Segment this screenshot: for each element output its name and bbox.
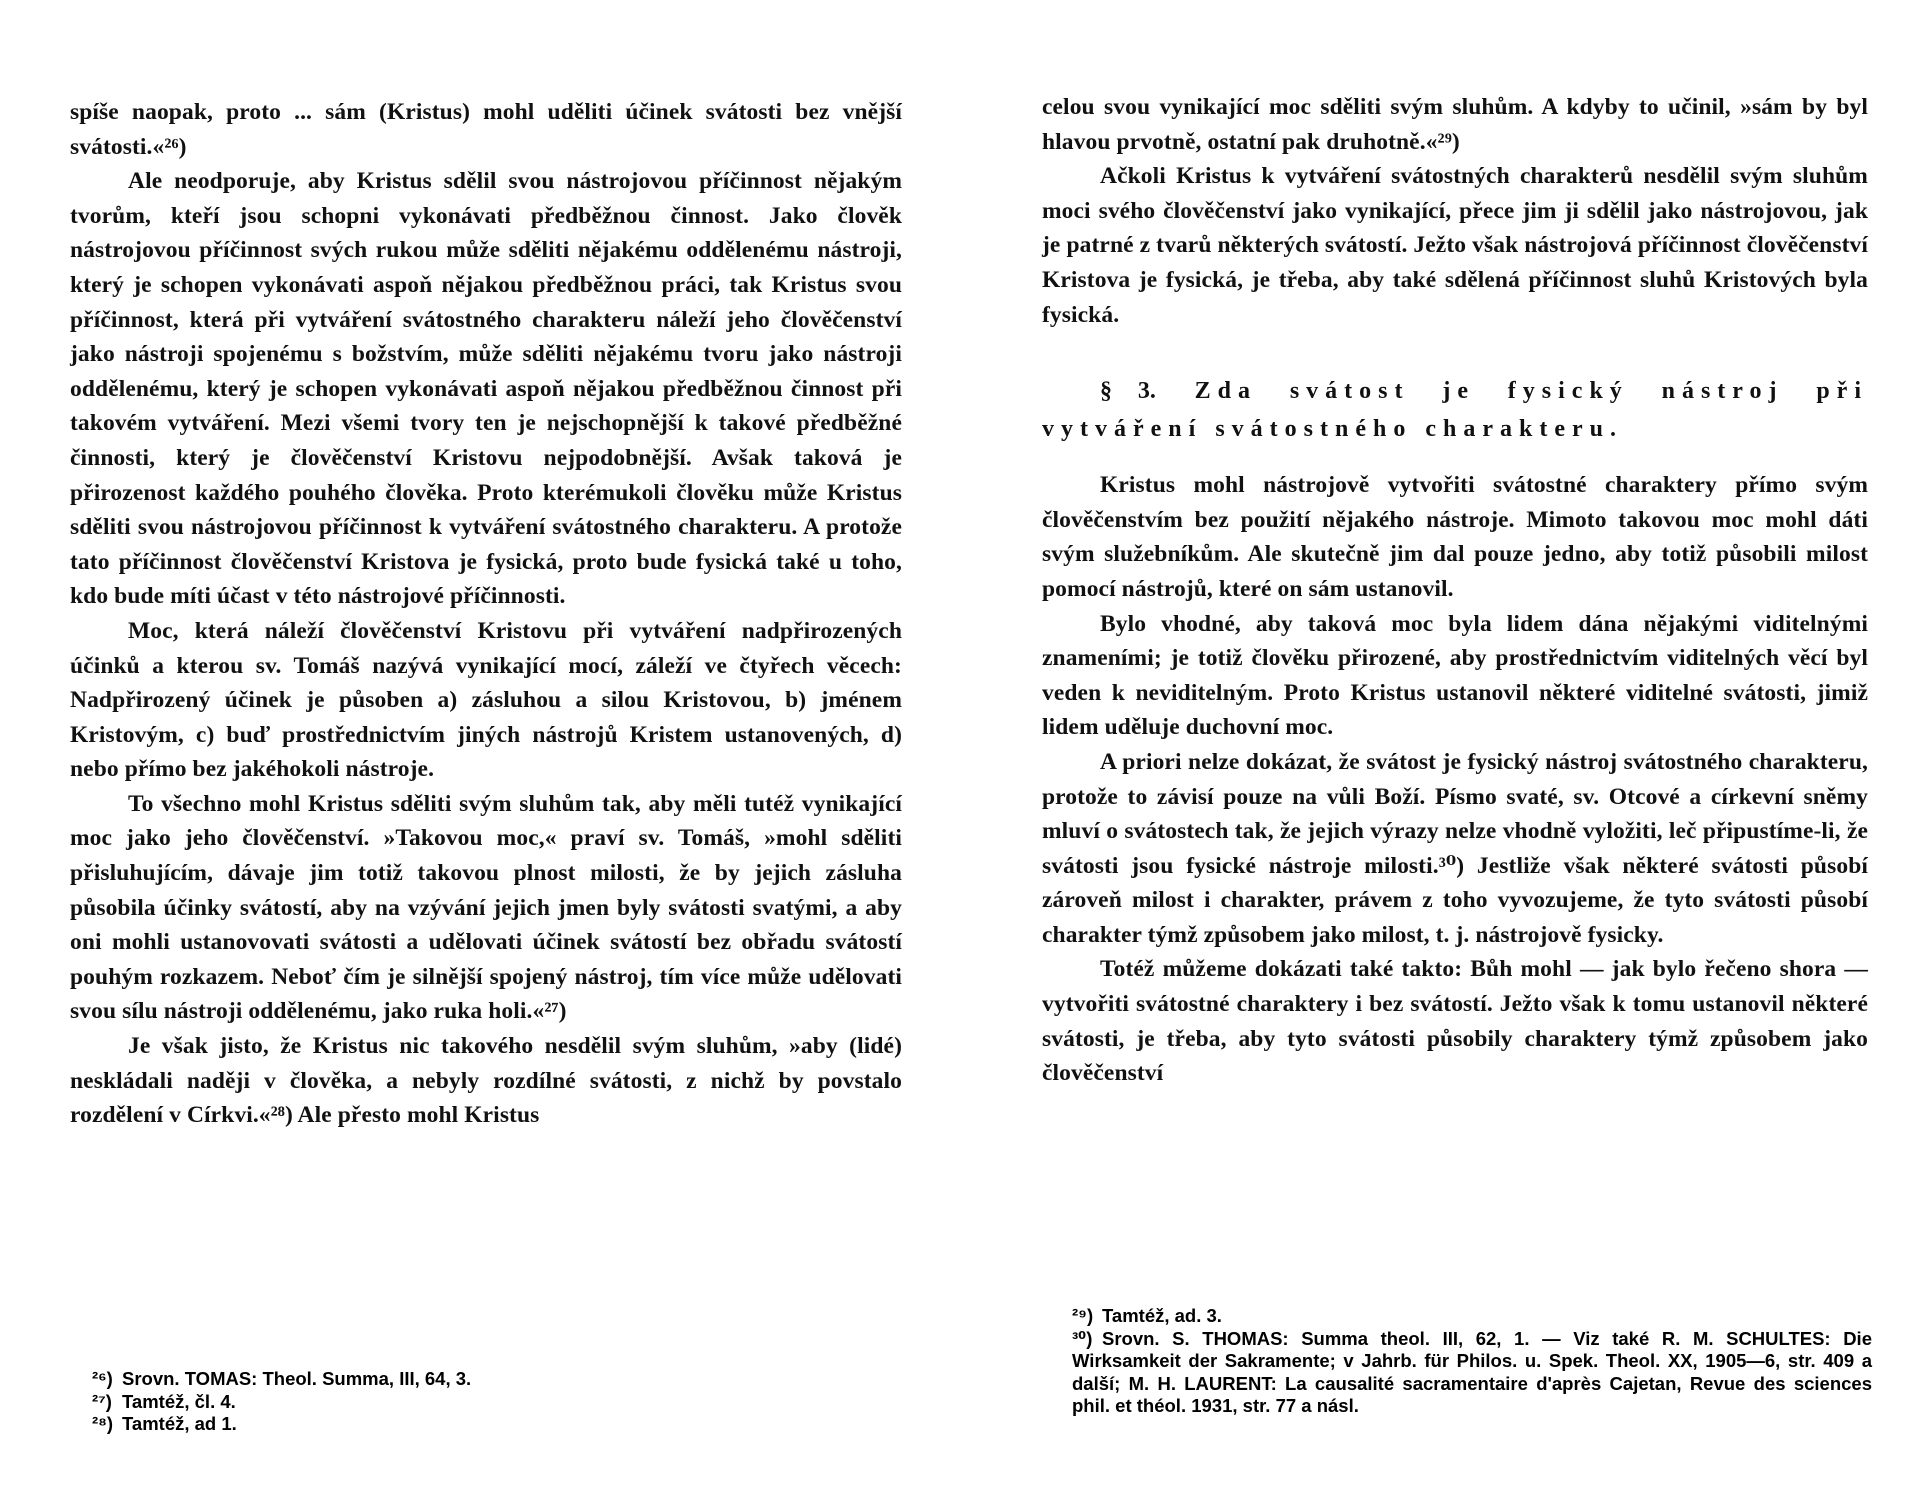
paragraph: A priori nelze dokázat, že svátost je fysický nástroj svátostného charakteru, protože to závisí pouze na vůli Boží. Písmo svaté, sv. Otcové a církevní sněmy mluví o svátostech tak, že jejich výrazy nelze vhodně vyložiti, leč připustíme-li, že svátosti jsou fysické nástroje milosti.³⁰) Jestliže však některé svátosti působí zároveň milost i charakter, právem z toho vyvozujeme, že tyto svátosti působí charakter týmž způsobem jako milost, t. j. nástrojově fysicky. [1042,748,1868,948]
section-number: § 3. [1100,378,1156,405]
footnote-mark: ²⁶) [92,1368,113,1389]
paragraph: To všechno mohl Kristus sděliti svým sluhům tak, aby měli tutéž vynikající moc jako jeho člověčenství. »Takovou moc,« praví sv. Tomáš, »mohl sděliti přisluhujícím, dávaje jim totiž takovou plnost milosti, že by jejich zásluha působila účinky svátostí, aby na vzývání jejich jmen byly svátosti svatými, a aby oni mohli ustanovovati svátosti a udělovati účinek svátostí bez obřadu svátostí pouhým rozkazem. Neboť čím je silnější spojený nástroj, tím více může udělovati svou sílu nástroji oddělenému, jako ruka holi.«²⁷) [70,790,902,1025]
left-footnotes [92,1368,852,1436]
footnote [92,1413,852,1436]
section-heading [1042,372,1868,448]
paragraph: Ale neodporuje, aby Kristus sdělil svou nástrojovou příčinnost nějakým tvorům, kteří jsou schopni vykonávati předběžnou činnost. Jako člověk nástrojovou příčinnost svých rukou může sděliti nějakému oddělenému nástroji, který je schopen vykonávati aspoň nějakou předběžnou práci, tak Kristus svou příčinnost, která při vytváření svátostného charakteru náleží jeho člověčenství jako nástroji spojenému s božstvím, může sděliti nějakému tvoru jako nástroji oddělenému, který je schopen vykonávati aspoň nějakou předběžnou činnost při takovém vytváření. Mezi všemi tvory ten je nejschopnější k takové předběžné činnosti, který je člověčenství Kristovu nejpodobnější. Avšak taková je přirozenost každého pouhého člověka. Proto kterémukoli člověku může Kristus sděliti svou nástrojovou příčinnost k vytváření svátostného charakteru. A protože tato příčinnost člověčenství Kristova je fysická, proto bude fysická také u toho, kdo bude míti účast v této nástrojové příčinnosti. [70,168,902,610]
footnote [1072,1328,1872,1418]
right-page-body [1042,90,1868,1091]
paragraph: Totéž můžeme dokázati také takto: Bůh mohl — jak bylo řečeno shora — vytvořiti svátostné charaktery i bez svátostí. Ježto však k tomu ustanovil některé svátosti, je třeba, aby tyto svátosti působily charaktery týmž způsobem jako člověčenství [1042,956,1868,1087]
right-footnotes [1072,1305,1872,1418]
paragraph: Ačkoli Kristus k vytváření svátostných charakterů nesdělil svým sluhům moci svého člověčenství jako vynikající, přece jim ji sdělil jako nástrojovou, jak je patrné z tvarů některých svátostí. Ježto však nástrojová příčinnost člověčenství Kristova je fysická, je třeba, aby také sdělená příčinnost sluhů Kristových byla fysická. [1042,163,1868,328]
paragraph: spíše naopak, proto ... sám (Kristus) mohl uděliti účinek svátosti bez vnější svátosti.«²⁶) [70,99,902,160]
footnote-mark: ²⁹) [1072,1305,1094,1326]
left-page-body [70,95,902,1133]
footnote-mark: ²⁸) [92,1413,114,1434]
paragraph: Bylo vhodné, aby taková moc byla lidem dána nějakými viditelnými znameními; je totiž člověku přirozené, aby prostřednictvím viditelných věcí byl veden k neviditelným. Proto Kristus ustanovil některé viditelné svátosti, jimiž lidem uděluje duchovní moc. [1042,610,1868,741]
footnote [1072,1305,1872,1328]
footnote-text: Tamtéž, ad. 3. [1102,1305,1222,1326]
footnote-mark: ²⁷) [92,1390,112,1412]
footnote-text: Tamtéž, ad 1. [122,1413,237,1434]
paragraph: celou svou vynikající moc sděliti svým sluhům. A kdyby to učinil, »sám by byl hlavou prvotně, ostatní pak druhotně.«²⁹) [1042,94,1868,155]
footnote-text: Srovn. S. THOMAS: Summa theol. III, 62, 1. — Viz také R. M. SCHULTES: Die Wirksamkeit der Sakramente; v Jahrb. für Philos. u. Spek. Theol. XX, 1905—6, str. 409 a další; M. H. LAURENT: La causalité sacramentaire d'après Cajetan, Revue des sciences phil. et théol. 1931, str. 77 a násl. [1072,1327,1872,1416]
paragraph: Kristus mohl nástrojově vytvořiti svátostné charaktery přímo svým člověčenstvím bez použití nějakého nástroje. Mimoto takovou moc mohl dáti svým služebníkům. Ale skutečně jim dal pouze jedno, aby totiž působili milost pomocí nástrojů, které on sám ustanovil. [1042,472,1868,602]
paragraph: Je však jisto, že Kristus nic takového nesdělil svým sluhům, »aby (lidé) neskládali naději v člověka, a nebyly rozdílné svátosti, z nichž by povstalo rozdělení v Církvi.«²⁸) Ale přesto mohl Kristus [70,1033,902,1129]
footnote [92,1368,852,1391]
paragraph: Moc, která náleží člověčenství Kristovu při vytváření nadpřirozených účinků a kterou sv. Tomáš nazývá vynikající mocí, záleží ve čtyřech věcech: Nadpřirozený účinek je působen a) zásluhou a silou Kristovou, b) jménem Kristovým, c) buď prostřednictvím jiných nástrojů Kristem ustanovených, d) nebo přímo bez jakéhokoli nástroje. [70,617,902,783]
right-page [966,0,1932,1500]
section-title: Zda svátost je fysický nástroj při vytváření svátostného charakteru. [1042,378,1868,443]
footnote [92,1391,852,1414]
footnote-text: Tamtéž, čl. 4. [122,1390,236,1412]
footnote-mark: ³⁰) [1072,1327,1093,1349]
footnote-text: Srovn. TOMAS: Theol. Summa, III, 64, 3. [122,1368,472,1389]
